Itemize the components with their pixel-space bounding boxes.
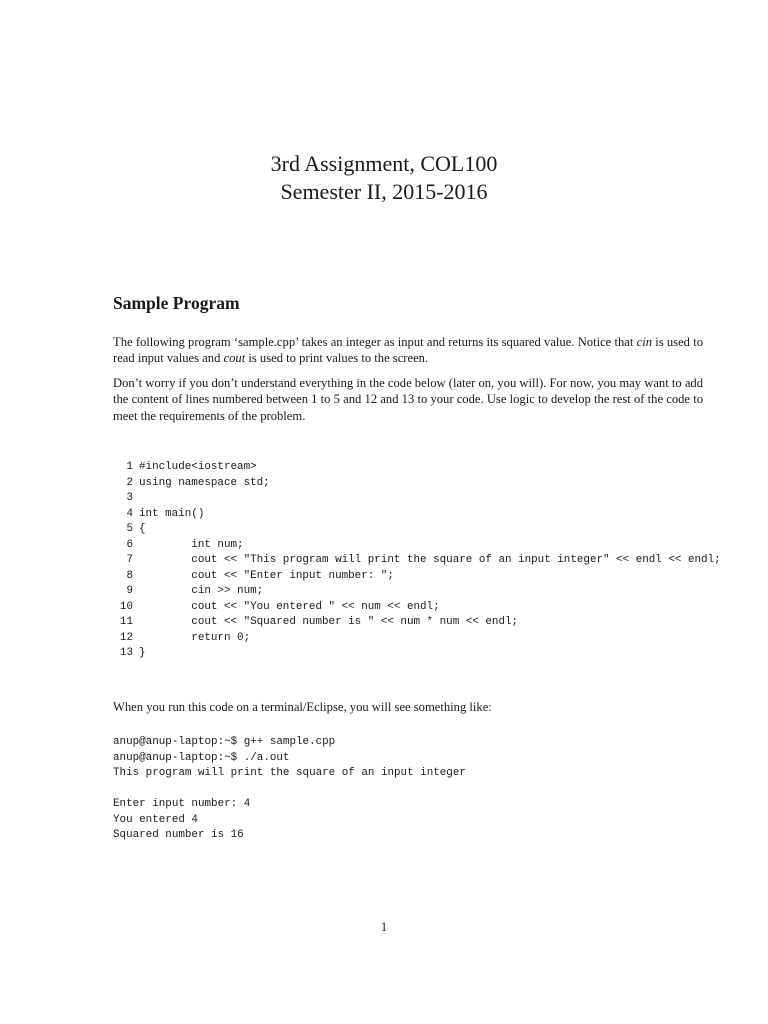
- code-line: [113, 615, 721, 631]
- line-number: 5: [126, 523, 133, 535]
- terminal-line: anup@anup-laptop:~$ g++ sample.cpp: [113, 736, 336, 748]
- terminal-line: You entered 4: [113, 813, 198, 826]
- code-text: #include<iostream>: [139, 461, 257, 473]
- terminal-line: [113, 782, 466, 798]
- code-text: return 0;: [139, 631, 251, 644]
- line-number: 9: [126, 585, 133, 597]
- code-line: [113, 476, 721, 492]
- title-line-semester: Semester II, 2015-2016: [280, 179, 488, 204]
- line-number: 7: [126, 554, 133, 566]
- terminal-line: Enter input number: 4: [113, 798, 251, 810]
- intro-paragraph: [113, 334, 703, 367]
- code-text: cout << "Squared number is " << num * num << endl;: [139, 616, 519, 628]
- terminal-line: anup@anup-laptop:~$ ./a.out: [113, 751, 290, 764]
- line-number: 3: [126, 492, 133, 504]
- code-line: [113, 584, 721, 600]
- code-text: int num;: [139, 538, 244, 551]
- code-line: [113, 460, 721, 476]
- code-line: [113, 631, 721, 647]
- code-text: using namespace std;: [139, 476, 270, 489]
- line-number: 13: [119, 647, 133, 659]
- line-number: 1: [126, 461, 133, 473]
- code-line: [113, 507, 721, 523]
- code-line: [113, 553, 721, 569]
- line-number: 2: [126, 476, 133, 489]
- code-line: [113, 600, 721, 616]
- code-line: [113, 491, 721, 507]
- line-number: 4: [126, 507, 133, 520]
- code-line: [113, 569, 721, 585]
- title-line-course: 3rd Assignment, COL100: [270, 151, 498, 176]
- intro-text-part3: is used to print values to the screen.: [245, 351, 429, 366]
- intro-text-part1: The following program ‘sample.cpp’ takes an integer as input and returns its squared value. Notice that: [113, 335, 637, 349]
- section-heading: Sample Program: [113, 293, 240, 313]
- terminal-line: Squared number is 16: [113, 829, 244, 841]
- line-number: 8: [126, 569, 133, 582]
- page-number: 1: [380, 920, 388, 934]
- code-line: [113, 522, 721, 538]
- cout-term: cout: [223, 351, 246, 366]
- cin-term: cin: [636, 335, 653, 349]
- terminal-output: [113, 735, 466, 844]
- line-number: 6: [126, 538, 133, 551]
- code-listing: [113, 460, 721, 662]
- document-title: [0, 150, 768, 206]
- code-text: cout << "This program will print the square of an input integer" << endl << endl;: [139, 554, 721, 566]
- code-text: int main(): [139, 507, 205, 520]
- code-line: [113, 646, 721, 662]
- code-text: cin >> num;: [139, 585, 264, 597]
- intro-text-part2: is used to read input values and: [113, 335, 703, 366]
- terminal-line: This program will print the square of an input integer: [113, 767, 466, 779]
- code-line: [113, 538, 721, 554]
- code-text: }: [139, 647, 146, 659]
- code-text: cout << "You entered " << num << endl;: [139, 600, 440, 613]
- code-text: cout << "Enter input number: ";: [139, 569, 394, 582]
- line-number: 12: [119, 631, 133, 644]
- line-number: 11: [119, 616, 133, 628]
- run-intro-paragraph: When you run this code on a terminal/Eclipse, you will see something like:: [113, 700, 492, 714]
- code-text: {: [139, 523, 146, 535]
- line-number: 10: [119, 600, 133, 613]
- instructions-paragraph: Don’t worry if you don’t understand everything in the code below (later on, you will). For now, you may want to add the content of lines numbered between 1 to 5 and 12 and 13 to your code. Use logic to develop the rest of the code to meet the requirements of the problem.: [113, 376, 703, 423]
